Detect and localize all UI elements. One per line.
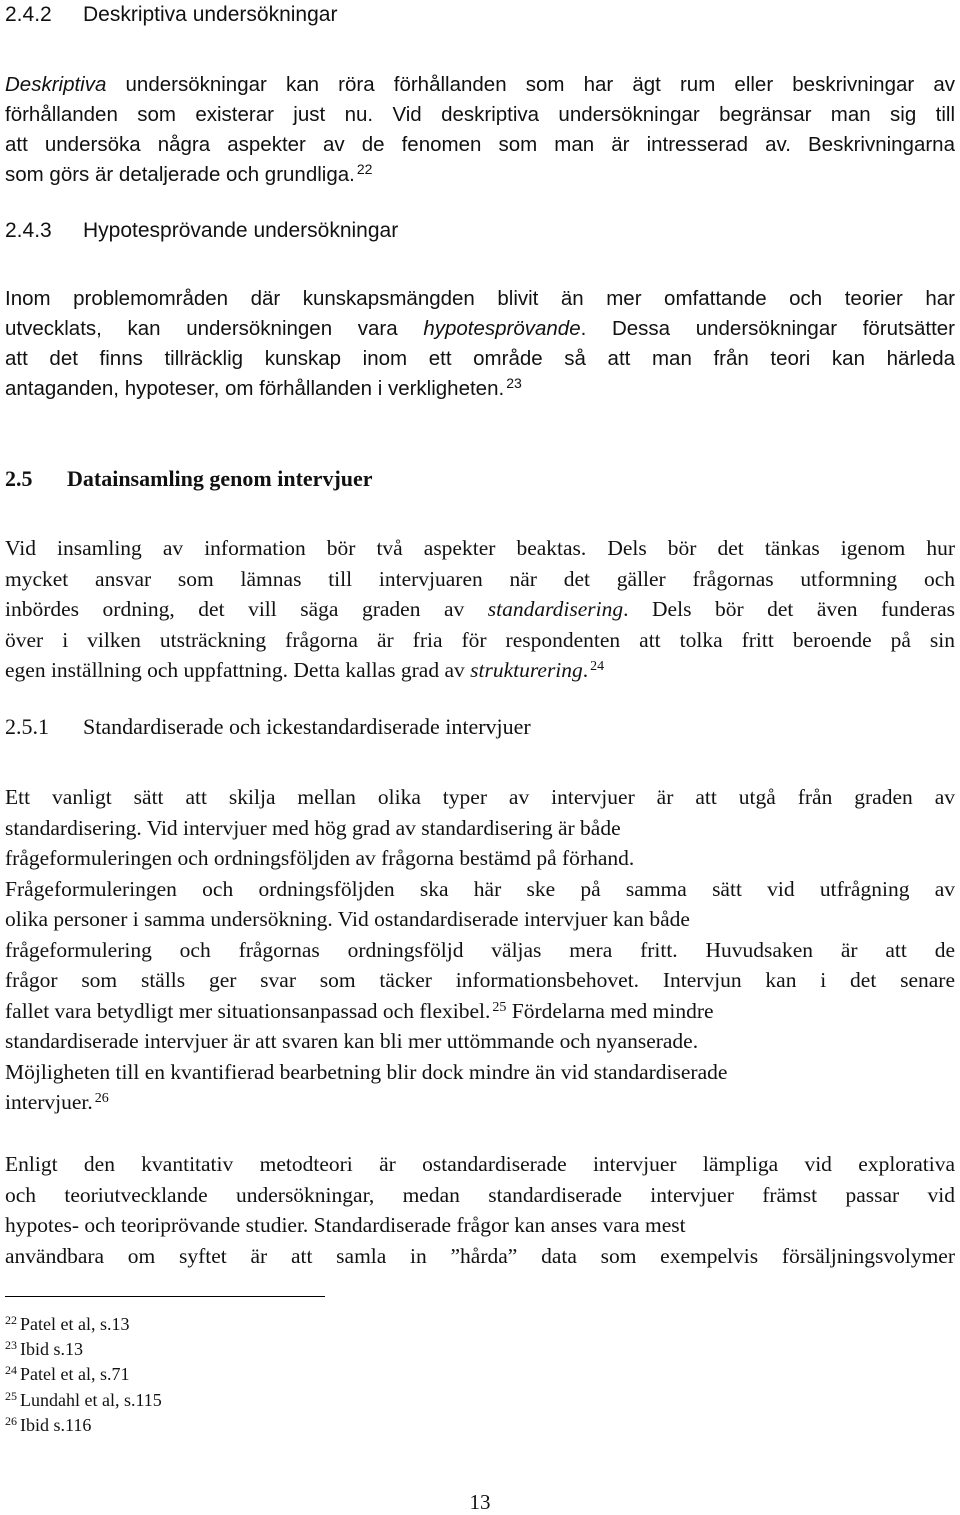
footnote [5, 1362, 129, 1388]
italic-term: hypotesprövande [423, 317, 581, 340]
italic-term: standardisering [487, 597, 624, 621]
heading-title: Hypotesprövande undersökningar [83, 219, 399, 242]
footnote-separator [5, 1296, 325, 1297]
footnote [5, 1388, 162, 1414]
italic-term: Deskriptiva [5, 73, 107, 96]
text-line: Vid insamling av information bör två aspekter beaktas. Dels bör det tänkas igenom hur [5, 536, 955, 560]
text-line: Deskriptiva undersökningar kan röra förhållanden som har ägt rum eller beskrivningar av [5, 73, 955, 96]
text-line: utvecklats, kan undersökningen vara hypotesprövande. Dessa undersökningar förutsätter [5, 317, 955, 340]
heading-2-5-1 [5, 712, 955, 742]
text-line: mycket ansvar som lämnas till intervjuaren när det gäller frågornas utformning och [5, 566, 955, 591]
footnote-text: Patel et al, s.71 [20, 1364, 130, 1384]
heading-number: 2.5 [5, 466, 33, 491]
footnote-ref: 26 [94, 1091, 109, 1106]
footnote-ref: 24 [590, 659, 605, 674]
paragraph-kvantitativ-metodteori [5, 1149, 955, 1271]
footnote-number: 22 [5, 1313, 17, 1327]
text-line: Ett vanligt sätt att skilja mellan olika typer av intervjuer är att utgå från graden av [5, 785, 955, 809]
footnote [5, 1312, 129, 1338]
heading-title: Standardiserade och ickestandardiserade intervjuer [83, 714, 531, 739]
text-line: standardiserade intervjuer är att svaren kan bli mer uttömmande och nyanserade. [5, 1029, 699, 1053]
italic-term: strukturering [470, 658, 583, 682]
footnote-text: Ibid s.13 [20, 1339, 83, 1359]
text-line: Frågeformuleringen och ordningsföljden ska här ske på samma sätt vid utfrågning av [5, 876, 955, 901]
text-line: att undersöka några aspekter av de fenomen som man är intresserad av. Beskrivningarna [5, 133, 955, 156]
footnote-number: 26 [5, 1414, 17, 1428]
footnote-text: Lundahl et al, s.115 [20, 1390, 162, 1410]
text-line: Inom problemområden där kunskapsmängden blivit än mer omfattande och teorier har [5, 287, 955, 310]
footnote-text: Patel et al, s.13 [20, 1314, 130, 1334]
text-line: att det finns tillräcklig kunskap inom ett område så att man från teori kan härleda [5, 347, 955, 370]
heading-2-4-2 [5, 0, 955, 30]
text-line: användbara om syftet är att samla in ”hårda” data som exempelvis försäljningsvolymer [5, 1243, 955, 1268]
text-line: Enligt den kvantitativ metodteori är ostandardiserade intervjuer lämpliga vid explorativa [5, 1152, 955, 1176]
heading-number: 2.4.2 [5, 3, 52, 26]
paragraph-hypotesprovande [5, 284, 955, 404]
text-line: förhållanden som existerar just nu. Vid deskriptiva undersökningar begränsar man sig till [5, 103, 955, 126]
text-line: över i vilken utsträckning frågorna är fria för respondenten att tolka fritt beroende på sin [5, 627, 955, 652]
text-line: frågeformuleringen och ordningsföljden av frågorna bestämd på förhand. [5, 846, 635, 870]
heading-title: Datainsamling genom intervjuer [67, 466, 373, 491]
text-line: inbördes ordning, det vill säga graden av standardisering. Dels bör det även funderas [5, 597, 955, 621]
heading-title: Deskriptiva undersökningar [83, 3, 338, 26]
text-line: som görs är detaljerade och grundliga. $^{22}$ [5, 161, 373, 186]
text-line: Möjligheten till en kvantifierad bearbetning blir dock mindre än vid standardiserade [5, 1059, 728, 1084]
heading-number: 2.5.1 [5, 714, 49, 739]
footnote-ref: 22 [356, 161, 373, 177]
text-line: egen inställning och uppfattning. Detta kallas grad av strukturering. $^{24}$ [5, 658, 605, 682]
heading-2-4-3 [5, 216, 955, 246]
page-number: 13 [469, 1490, 491, 1514]
footnote-number: 23 [5, 1338, 17, 1352]
text-line: fallet vara betydligt mer situationsanpassad och flexibel. $^{25}$ Fördelarna med mindre [5, 998, 714, 1023]
paragraph-standardisering [5, 782, 955, 1118]
text-line: standardisering. Vid intervjuer med hög grad av standardisering är både [5, 815, 621, 840]
footnote [5, 1337, 83, 1363]
text-line: och teoriutvecklande undersökningar, medan standardiserade intervjuer främst passar vid [5, 1182, 955, 1207]
footnote-number: 24 [5, 1363, 17, 1377]
text-line: hypotes- och teoriprövande studier. Standardiserade frågor kan anses vara mest [5, 1213, 686, 1237]
heading-2-5 [5, 464, 955, 494]
text-line: olika personer i samma undersökning. Vid ostandardiserade intervjuer kan både [5, 907, 690, 931]
footnote-number: 25 [5, 1389, 17, 1403]
footnote [5, 1413, 91, 1439]
text-line: intervjuer. $^{26}$ [5, 1090, 109, 1114]
paragraph-datainsamling [5, 533, 955, 686]
footnote-text: Ibid s.116 [20, 1415, 92, 1435]
text-line: frågeformulering och frågornas ordningsföljd väljas mera fritt. Huvudsaken är att de [5, 937, 955, 962]
paragraph-deskriptiva [5, 70, 955, 190]
heading-number: 2.4.3 [5, 219, 52, 242]
footnote-ref: 25 [492, 999, 507, 1015]
footnote-ref: 23 [506, 375, 522, 391]
text-line: frågor som ställs ger svar som täcker informationsbehovet. Intervjun kan i det senare [5, 968, 955, 992]
text-line: antaganden, hypoteser, om förhållanden i verkligheten. $^{23}$ [5, 375, 522, 400]
